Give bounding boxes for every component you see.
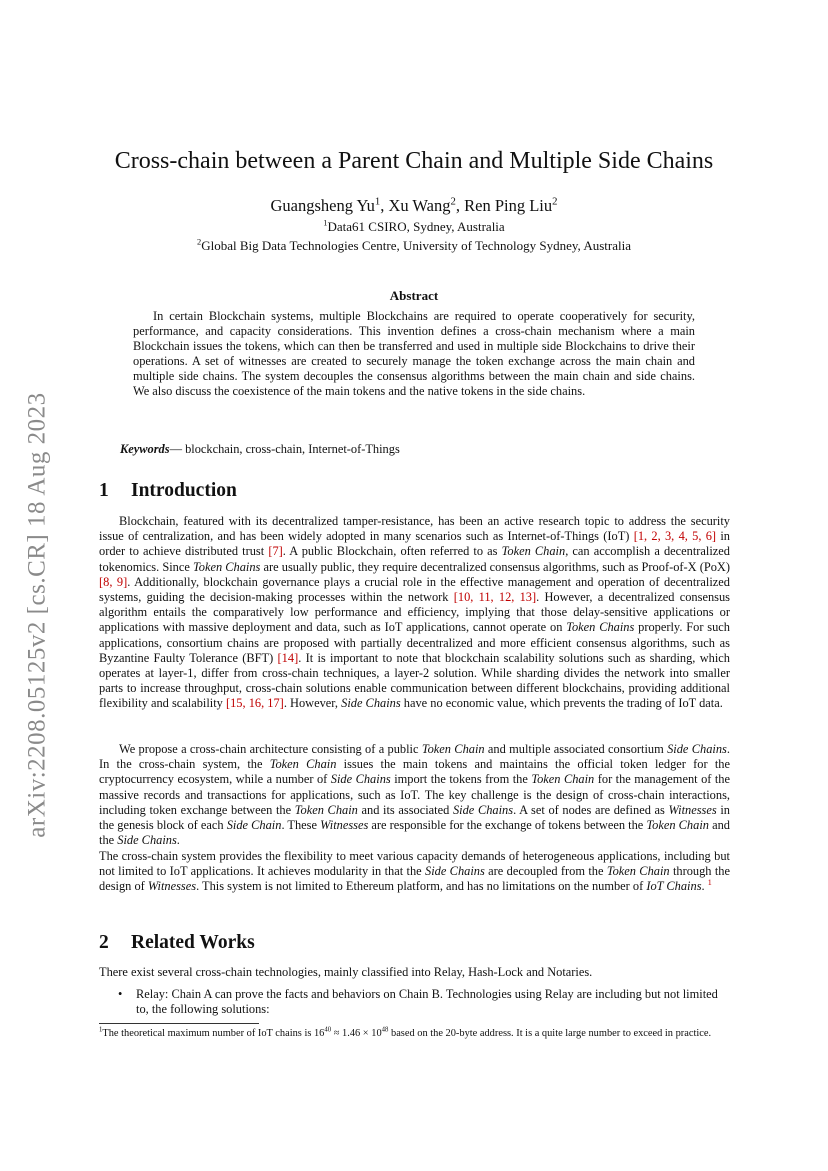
section-title: Introduction [131,480,237,501]
intro-paragraph-2: We propose a cross-chain architecture consisting of a public Token Chain and multiple associated consortium Side Chains. In the cross-chain system, the Token Chain issues the main tokens and maintains the official token ledger for the cryptocurrency ecosystem, while a number of Side Chains import the tokens from the Token Chain for the management of the massive records and transactions for applications, such as IoT. The key challenge is the design of cross-chain interactions, including token exchange between the Token Chain and its associated Side Chains. A set of nodes are defined as Witnesses in the genesis block of each Side Chain. These Witnesses are responsible for the exchange of tokens between the Token Chain and the Side Chains. [99,742,730,848]
author-name: Ren Ping Liu [464,196,553,215]
abstract-heading: Abstract [389,288,439,303]
bullet-icon: • [118,987,123,1001]
affiliation-text: Global Big Data Technologies Centre, University of Technology Sydney, Australia [201,238,631,253]
intro-paragraph-1: Blockchain, featured with its decentralized tamper-resistance, has been an active research topic to address the security issue of centralization, and has been widely adopted in many scenarios such as Internet-of-Things (IoT) [1, 2, 3, 4, 5, 6] in order to achieve distributed trust [7]. A public Blockchain, often referred to as Token Chain, can accomplish a decentralized tokenomics. Since Token Chains are usually public, they require decentralized consensus algorithms, such as Proof-of-X (PoX) [8, 9]. Additionally, blockchain governance plays a crucial role in the effective management and operation of decentralized systems, guiding the decision-making processes within the network [10, 11, 12, 13]. However, a decentralized consensus algorithm entails the comparatively low performance and efficiency, implying that those delay-sensitive applications or applications with massive deployment and data, such as IoT applications, cannot operate on Token Chains properly. For such applications, consortium chains are proposed with partially decentralized and more efficient consensus algorithms, such as Byzantine Faulty Tolerance (BFT) [14]. It is important to note that blockchain scalability solutions such as sharding, which operates at layer-1, differ from cross-chain techniques, a layer-2 solution. While sharding divides the network into smaller parts to increase throughput, cross-chain solutions enable communication between different blockchains, providing additional flexibility and scalability [15, 16, 17]. However, Side Chains have no economic value, which prevents the trading of IoT data. [99,514,730,711]
arxiv-sidebar-stamp [14,355,62,875]
keywords-label: Keywords [120,442,170,456]
affiliation-2: $^2$Global Big Data Technologies Centre, University of Technology Sydney, Australia [197,236,631,253]
section-number: 1 [99,480,109,501]
affiliation-text: Data61 CSIRO, Sydney, Australia [327,219,505,234]
arxiv-id: arXiv:2208.05125v2 [cs.CR] 18 Aug 2023 [24,392,51,838]
paper-title: Cross-chain between a Parent Chain and Multiple Side Chains [114,148,714,174]
abstract-text: In certain Blockchain systems, multiple Blockchains are required to operate cooperatively for security, performance, and capacity considerations. This invention defines a cross-chain mechanism where a main Blockchain issues the tokens, which can then be transferred and used in multiple side Blockchains to drive their operations. A set of witnesses are created to securely manage the token exchange across the main chain and multiple side chains. The system decouples the consensus algorithms between the main chain and side chains. We also discuss the coexistence of the main tokens and the native tokens in the side chains. [133,309,695,399]
author-name: Guangsheng Yu [270,196,375,215]
affiliation-1: $^1$Data61 CSIRO, Sydney, Australia [323,217,505,234]
intro-paragraph-3: The cross-chain system provides the flexibility to meet various capacity demands of heterogeneous applications, including but not limited to IoT applications. It achieves modularity in that the Side Chains are decoupled from the Token Chain through the design of Witnesses. This system is not limited to Ethereum platform, and has no limitations on the number of IoT Chains. $^1$ [99,849,730,894]
section-heading-introduction [99,480,237,502]
section-number: 2 [99,932,109,953]
relay-text: Relay: Chain A can prove the facts and behaviors on Chain B. Technologies using Relay are including but not limited to, the following solutions: [136,987,718,1017]
related-intro: There exist several cross-chain technologies, mainly classified into Relay, Hash-Lock and Notaries. [99,965,593,979]
footnote [99,1027,730,1041]
author-name: Xu Wang [388,196,451,215]
footnote-text: The theoretical maximum number of IoT chains is $16^{40} \approx 1.46 \times 10^{48}$ based on the 20-byte address. It is a quite large number to exceed in practice. [102,1026,712,1039]
section-heading-related-works [99,932,255,954]
section-title: Related Works [131,932,255,953]
footnote-mark: 1 [99,1026,103,1034]
list-item-relay [120,987,730,1017]
footnote-rule [99,1023,259,1024]
keywords [120,442,400,457]
keywords-text: — blockchain, cross-chain, Internet-of-Things [169,442,400,456]
author-list: Guangsheng Yu$^1$, Xu Wang$^2$, Ren Ping Liu$^2$ [270,195,558,215]
